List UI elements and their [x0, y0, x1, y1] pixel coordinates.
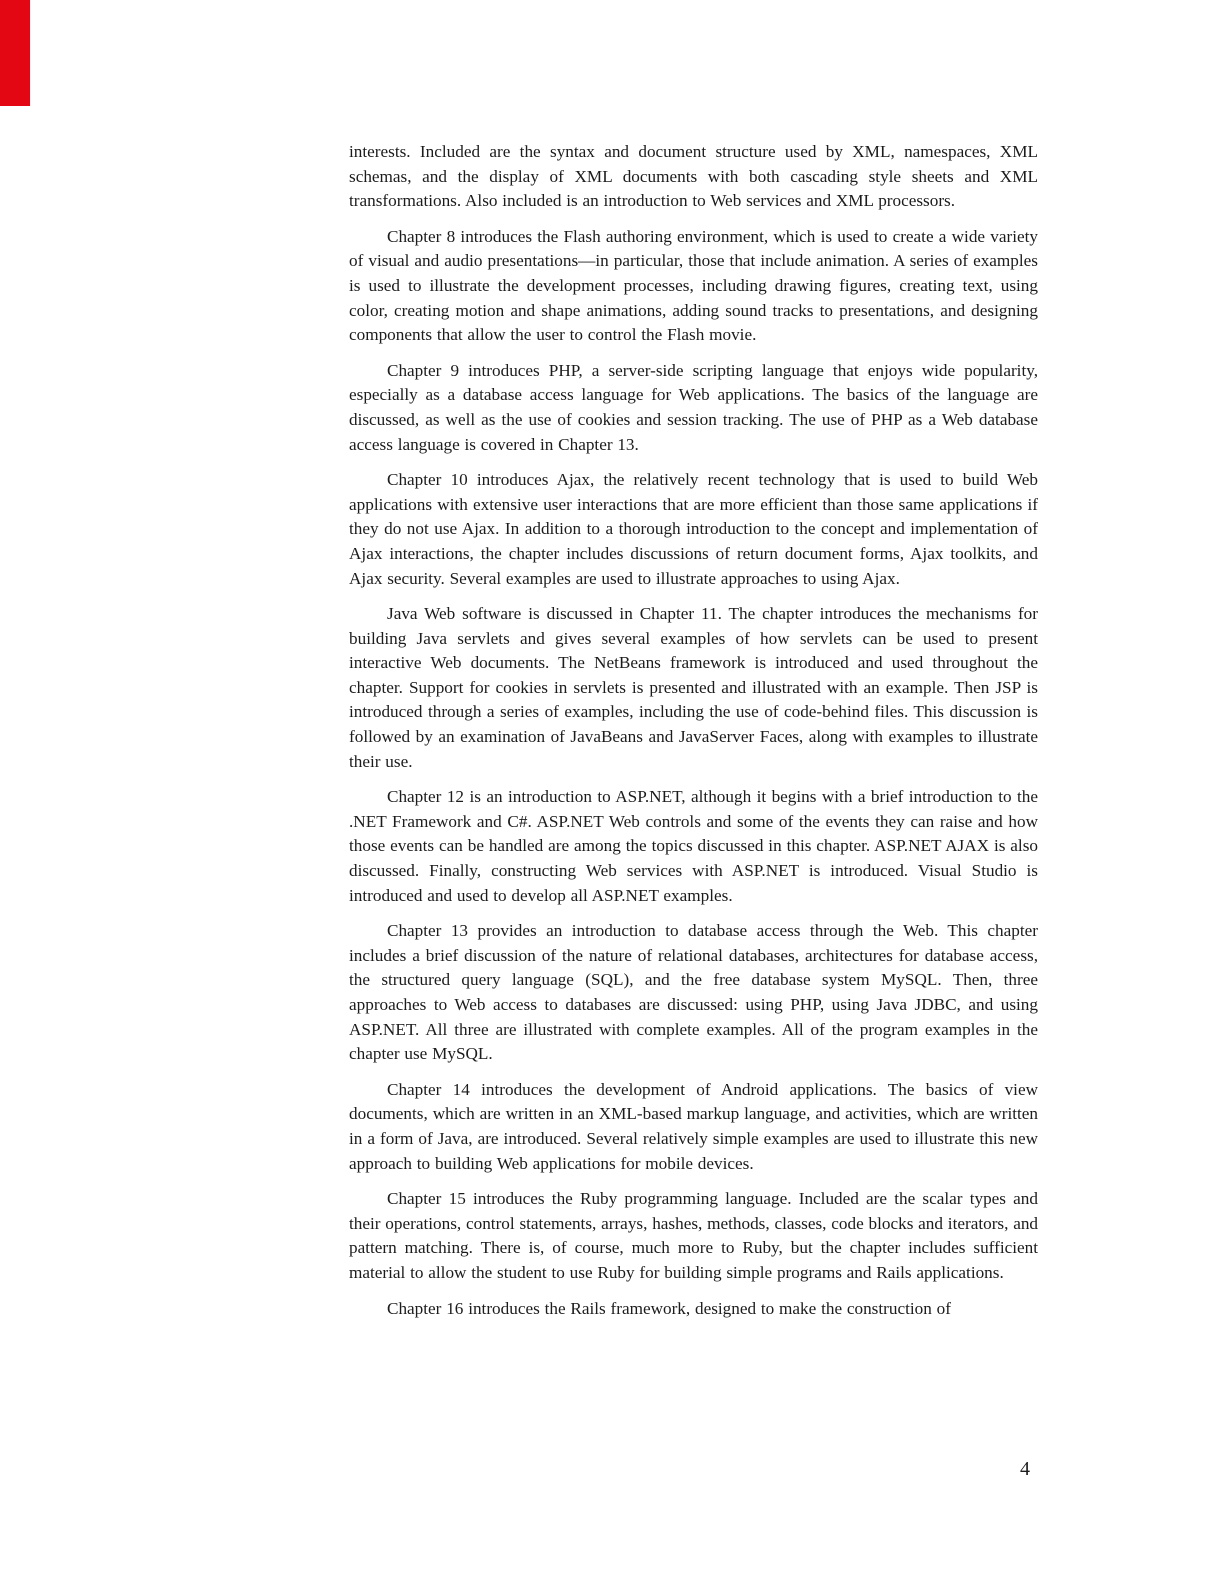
page-number: 4 [1020, 1458, 1030, 1480]
paragraph-chapter-15: Chapter 15 introduces the Ruby programming language. Included are the scalar types and their operations, control statements, arrays, hashes, methods, classes, code blocks and iterators, and pattern matching. There is, of course, much more to Ruby, but the chapter includes sufficient material to allow the student to use Ruby for building simple programs and Rails applications. [349, 1189, 1039, 1282]
red-bookmark-strip [0, 0, 30, 106]
paragraph-chapter-16: Chapter 16 introduces the Rails framework, designed to make the construction of [387, 1298, 951, 1318]
paragraph-chapter-10: Chapter 10 introduces Ajax, the relatively recent technology that is used to build Web applications with extensive user interactions that are more efficient than those same applications if they do not use Ajax. In addition to a thorough introduction to the concept and implementation of Ajax interactions, the chapter includes discussions of return document forms, Ajax toolkits, and Ajax security. Several examples are used to illustrate approaches to using Ajax. [349, 470, 1038, 588]
paragraph-chapter-14: Chapter 14 introduces the development of Android applications. The basics of view documents, which are written in an XML-based markup language, and activities, which are written in a form of Java, are introduced. Several relatively simple examples are used to illustrate this new approach to building Web applications for mobile devices. [349, 1079, 1038, 1173]
document-page-body [349, 140, 1038, 1332]
paragraph-xml-continuation: interests. Included are the syntax and document structure used by XML, namespaces, XML schemas, and the display of XML documents with both cascading style sheets and XML transformations. Also included is an introduction to Web services and XML processors. [349, 142, 1038, 211]
paragraph-chapter-9: Chapter 9 introduces PHP, a server-side scripting language that enjoys wide popularity, especially as a database access language for Web applications. The basics of the language are discussed, as well as the use of cookies and session tracking. The use of PHP as a Web database access language is covered in Chapter 13. [349, 360, 1038, 454]
paragraph-chapter-13: Chapter 13 provides an introduction to database access through the Web. This chapter includes a brief discussion of the nature of relational databases, architectures for database access, the structured query language (SQL), and the free database system MySQL. Then, three approaches to Web access to databases are discussed: using PHP, using Java JDBC, and using ASP.NET. All three are illustrated with complete examples. All of the program examples in the chapter use MySQL. [349, 921, 1038, 1064]
paragraph-chapter-12: Chapter 12 is an introduction to ASP.NET, although it begins with a brief introduction to the .NET Framework and C#. ASP.NET Web controls and some of the events they can raise and how those events can be handled are among the topics discussed in this chapter. ASP.NET AJAX is also discussed. Finally, constructing Web services with ASP.NET is introduced. Visual Studio is introduced and used to develop all ASP.NET examples. [349, 787, 1038, 905]
paragraph-chapter-11: Java Web software is discussed in Chapter 11. The chapter introduces the mechanisms for building Java servlets and gives several examples of how servlets can be used to present interactive Web documents. The NetBeans framework is introduced and used throughout the chapter. Support for cookies in servlets is presented and illustrated with an example. Then JSP is introduced through a series of examples, including the use of code-behind files. This discussion is followed by an examination of JavaBeans and JavaServer Faces, along with examples to illustrate their use. [349, 604, 1038, 771]
paragraph-chapter-8: Chapter 8 introduces the Flash authoring environment, which is used to create a wide variety of visual and audio presentations—in particular, those that include animation. A series of examples is used to illustrate the development processes, including drawing figures, creating text, using color, creating motion and shape animations, adding sound tracks to presentations, and designing components that allow the user to control the Flash movie. [349, 226, 1038, 345]
